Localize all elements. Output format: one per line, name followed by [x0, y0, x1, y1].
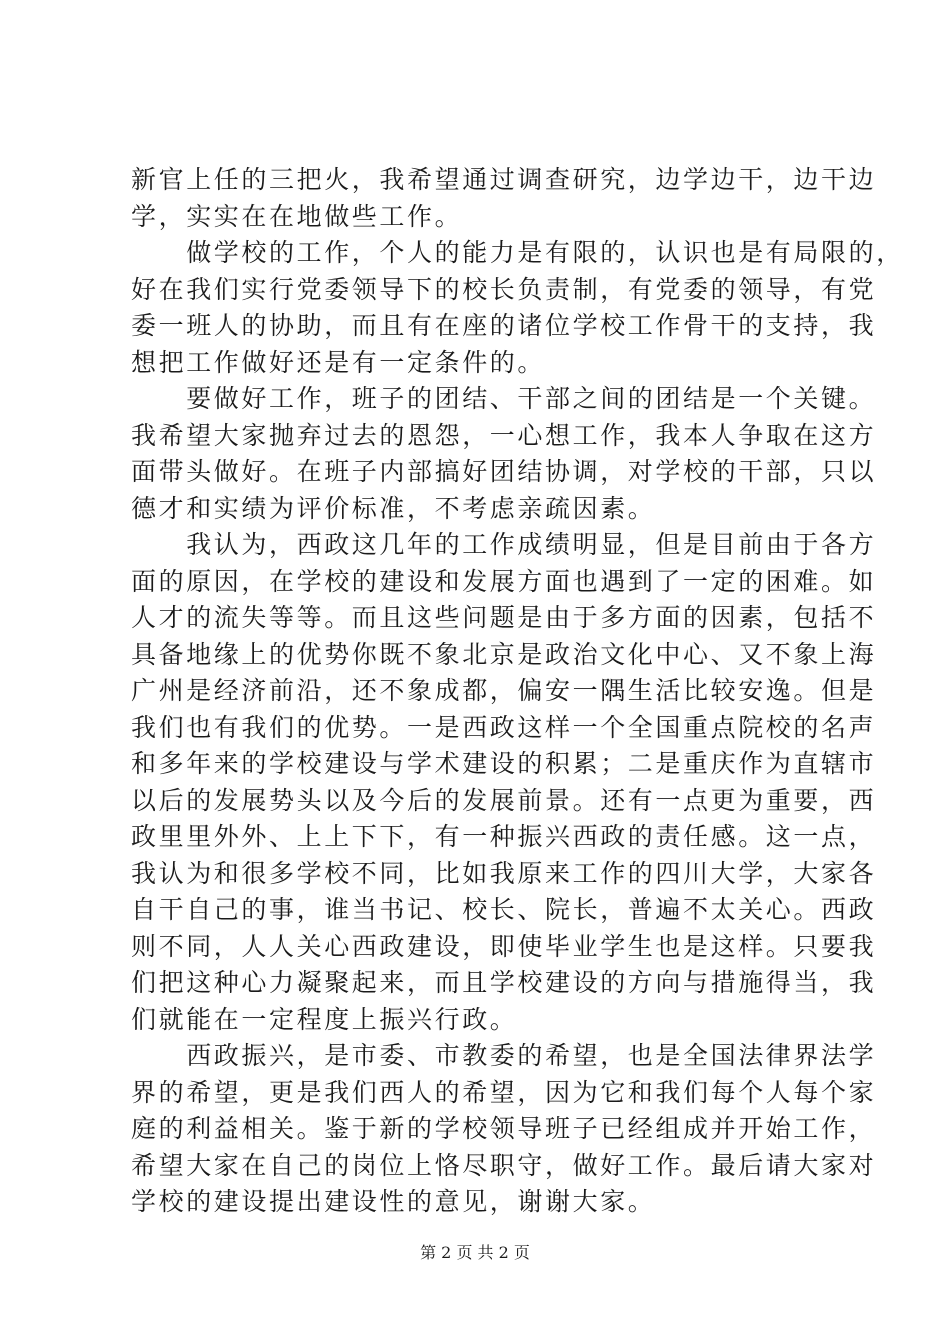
text-line: 想把工作做好还是有一定条件的。 — [131, 347, 546, 377]
text-line: 们就能在一定程度上振兴行政。 — [131, 1004, 518, 1034]
text-line: 希望大家在自己的岗位上恪尽职守，做好工作。最后请大家对 — [131, 1150, 877, 1180]
text-line: 和多年来的学校建设与学术建设的积累；二是重庆作为直辖市 — [131, 749, 877, 778]
text-line: 自干自己的事，谁当书记、校长、院长，普遍不太关心。西政 — [131, 895, 877, 924]
text-line: 学校的建设提出建设性的意见，谢谢大家。 — [131, 1187, 656, 1216]
text-line: 我认为，西政这几年的工作成绩明显，但是目前由于各方 — [131, 530, 877, 559]
text-line: 好在我们实行党委领导下的校长负责制，有党委的领导，有党 — [131, 274, 877, 304]
text-line: 界的希望，更是我们西人的希望，因为它和我们每个人每个家 — [131, 1077, 877, 1107]
text-line: 广州是经济前沿，还不象成都，偏安一隅生活比较安逸。但是 — [131, 676, 877, 705]
text-line: 我希望大家抛弃过去的恩怨，一心想工作，我本人争取在这方 — [131, 420, 877, 450]
text-line: 新官上任的三把火，我希望通过调查研究，边学边干，边干边 — [131, 165, 877, 194]
text-line: 庭的利益相关。鉴于新的学校领导班子已经组成并开始工作， — [131, 1114, 877, 1143]
text-line: 德才和实绩为评价标准，不考虑亲疏因素。 — [131, 493, 656, 523]
text-line: 则不同，人人关心西政建设，即使毕业学生也是这样。只要我 — [131, 931, 877, 961]
text-line: 要做好工作，班子的团结、干部之间的团结是一个关键。 — [131, 384, 877, 413]
document-body — [131, 162, 904, 1221]
text-line: 们把这种心力凝聚起来，而且学校建设的方向与措施得当，我 — [131, 968, 877, 997]
page-number-footer: 第 2 页 共 2 页 — [420, 1243, 530, 1262]
text-line: 以后的发展势头以及今后的发展前景。还有一点更为重要，西 — [131, 785, 877, 815]
text-line: 具备地缘上的优势你既不象北京是政治文化中心、又不象上海 — [131, 639, 877, 669]
text-line: 西政振兴，是市委、市教委的希望，也是全国法律界法学 — [131, 1041, 877, 1070]
text-line: 面带头做好。在班子内部搞好团结协调，对学校的干部，只以 — [131, 457, 877, 486]
text-line: 做学校的工作，个人的能力是有限的，认识也是有局限的， — [131, 238, 904, 267]
text-line: 面的原因，在学校的建设和发展方面也遇到了一定的困难。如 — [131, 566, 877, 596]
text-line: 政里里外外、上上下下，有一种振兴西政的责任感。这一点， — [131, 822, 877, 851]
text-line: 我认为和很多学校不同，比如我原来工作的四川大学，大家各 — [131, 858, 877, 888]
text-line: 学，实实在在地做些工作。 — [131, 201, 463, 231]
text-line: 我们也有我们的优势。一是西政这样一个全国重点院校的名声 — [131, 712, 877, 742]
text-line: 委一班人的协助，而且有在座的诸位学校工作骨干的支持，我 — [131, 311, 877, 340]
text-line: 人才的流失等等。而且这些问题是由于多方面的因素，包括不 — [131, 603, 877, 632]
